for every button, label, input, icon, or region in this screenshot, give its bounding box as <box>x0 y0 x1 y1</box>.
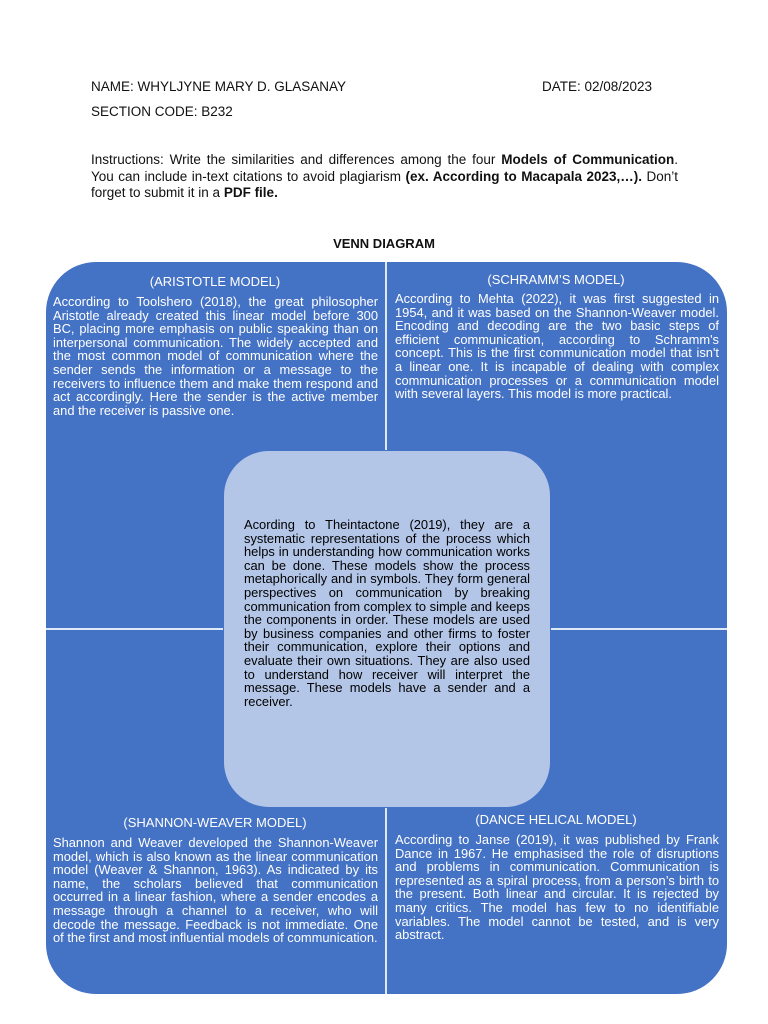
dance-helical-model-title: (DANCE HELICAL MODEL) <box>475 812 637 827</box>
dance-helical-model-text: According to Janse (2019), it was published by Frank Dance in 1967. He emphasised the role of disruptions and problems in communication. Communication is represented as a spiral process, from a person’s birth to the present. Both linear and circular. It is rejected by many critics. The model has few to no identifiable variables. The model cannot be tested, and is very abstract. <box>395 832 719 943</box>
schramm-model-text: According to Mehta (2022), it was first suggested in 1954, and it was based on the Shannon-Weaver model. Encoding and decoding are the two basic steps of efficient communication, according to Schramm's concept. This is the first communication model that isn't a linear one. It is incapable of dealing with complex communication processes or a communication model with several layers. This model is more practical. <box>395 291 719 402</box>
aristotle-model-text: According to Toolshero (2018), the great philosopher Aristotle already created this linear model before 300 BC, placing more emphasis on public speaking than on interpersonal communication. The widely accepted and the most common model of communication where the sender sends the information or a message to the receivers to influence them and make them respond and act accordingly. Here the sender is the active member and the receiver is passive one. <box>53 294 378 418</box>
venn-diagram-title: VENN DIAGRAM <box>333 236 435 251</box>
instructions-text: Don’t forget to submit it in a <box>91 168 678 200</box>
section-code: SECTION CODE: B232 <box>91 104 233 119</box>
instructions-text: Instructions: Write the similarities and differences among the four <box>91 152 502 167</box>
instructions-paragraph <box>91 152 678 202</box>
shannon-weaver-model-title: (SHANNON-WEAVER MODEL) <box>123 815 307 830</box>
venn-center-similarities <box>223 450 551 808</box>
schramm-model-title: (SCHRAMM’S MODEL) <box>487 272 625 287</box>
instructions-bold-models: Models of Communication <box>501 152 675 167</box>
instructions-bold-example: (ex. According to Macapala 2023,…). <box>405 168 642 184</box>
submission-date: DATE: 02/08/2023 <box>542 79 653 94</box>
similarities-text: Acording to Theintactone (2019), they are a systematic representations of the process which helps in understanding how communication works can be done. These models show the process metaphorically and in symbols. They form general perspectives on communication by breaking communication from complex to simple and keeps the components in order. These models are used by business companies and other firms to foster their communication, explore their options and evaluate their own situations. They are also used to understand how receiver will interpret the message. These models have a sender and a receiver. <box>244 517 530 709</box>
student-name: NAME: WHYLJYNE MARY D. GLASANAY <box>91 79 347 94</box>
aristotle-model-title: (ARISTOTLE MODEL) <box>149 274 281 289</box>
instructions-bold-pdf: PDF file. <box>223 185 278 200</box>
instructions-text: . You can include in-text citations to avoid plagiarism <box>91 152 679 184</box>
shannon-weaver-model-text: Shannon and Weaver developed the Shannon-Weaver model, which is also known as the linear communication model (Weaver & Shannon, 1963). As indicated by its name, the scholars believed that communication occurred in a linear fashion, where a sender encodes a message through a channel to a receiver, who will decode the message. Feedback is not immediate. One of the first and most influential models of communication. <box>53 835 378 946</box>
